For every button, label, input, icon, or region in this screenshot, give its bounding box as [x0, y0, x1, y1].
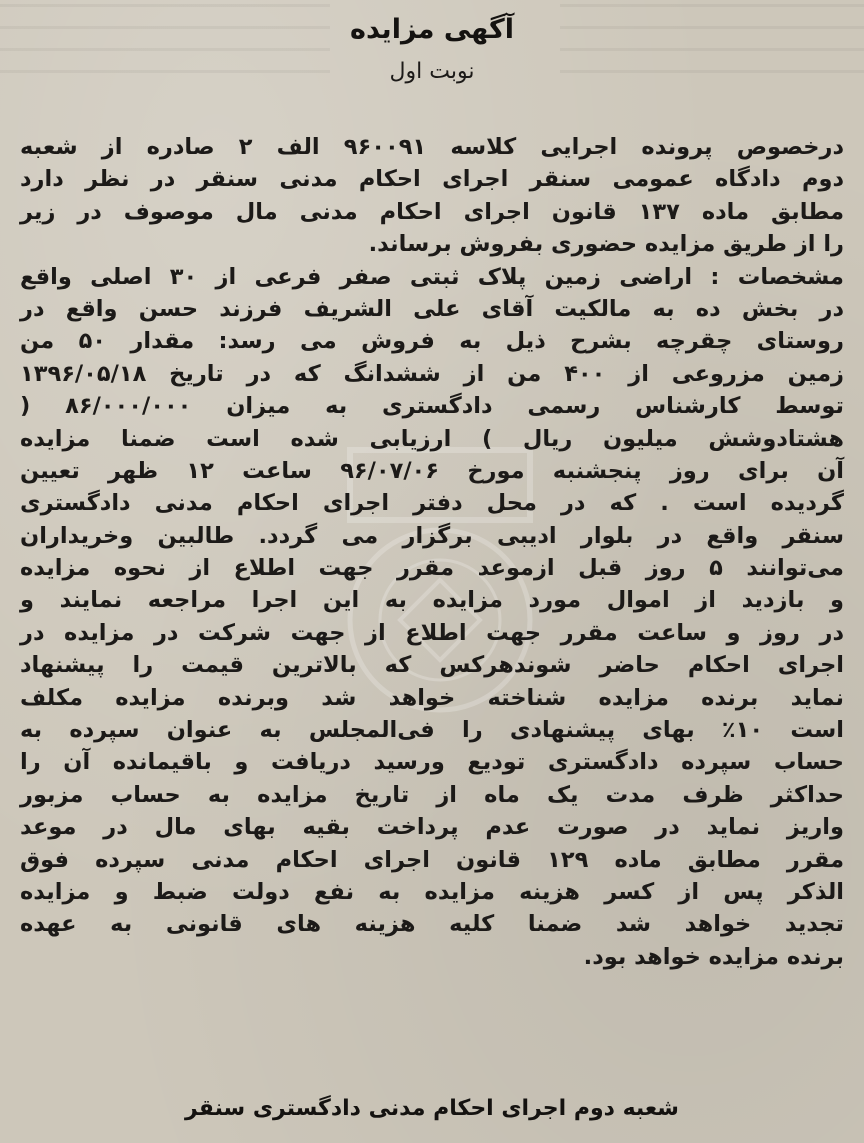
body-line-5: مشخصات : اراضی زمین پلاک ثبتی صفر فرعی از ۳۰ اصلی واقع — [20, 263, 844, 290]
body-line-23: مقرر مطابق ماده ۱۲۹ قانون اجرای احکام مدنی سپرده فوق — [20, 846, 845, 873]
body-line-2: دوم دادگاه عمومی سنقر اجرای احکام مدنی سنقر در نظر دارد — [20, 166, 844, 193]
body-line-12: گردیده است . که در محل دفتر اجرای احکام مدنی دادگستری — [20, 490, 844, 517]
notice-subtitle: نوبت اول — [389, 59, 475, 84]
body-line-19: است ۱۰٪ بهای پیشنهادی را فی‌المجلس به عنوان سپرده به — [20, 717, 844, 744]
body-line-25: تجدید خواهد شد ضمنا کلیه هزینه های قانونی به عهده — [20, 911, 844, 938]
body-line-21: حداکثر ظرف مدت یک ماه از تاریخ مزایده به حساب مزبور — [20, 781, 844, 808]
body-line-4: را از طریق مزایده حضوری بفروش برساند. — [368, 231, 844, 258]
body-line-24: الذکر پس از کسر هزینه مزایده به نفع دولت ضبط و مزایده — [20, 878, 844, 905]
body-line-3: مطابق ماده ۱۳۷ قانون اجرای احکام مدنی مال موصوف در زیر — [20, 198, 844, 225]
body-line-6: در بخش ده به مالکیت آقای علی الشریف فرزند حسن واقع در — [20, 295, 844, 322]
notice-body — [20, 131, 844, 973]
body-line-17: اجرای احکام حاضر شوندهرکس که بالاترین قیمت را پیشنهاد — [20, 652, 844, 679]
body-line-11: آن برای روز پنجشنبه مورخ ۹۶/۰۷/۰۶ ساعت ۱۲ ظهر تعیین — [20, 457, 844, 484]
body-line-26: برنده مزایده خواهد بود. — [583, 943, 844, 970]
body-line-16: در روز و ساعت مقرر جهت اطلاع از جهت شرکت در مزایده در — [20, 619, 844, 646]
body-line-14: می‌توانند ۵ روز قبل ازموعد مقرر جهت اطلاع از نحوه مزایده — [20, 555, 844, 582]
body-line-22: واریز نماید در صورت عدم پرداخت بقیه بهای مال در موعد — [20, 814, 844, 841]
issuer-signature-line: شعبه دوم اجرای احکام مدنی دادگستری سنقر — [185, 1096, 679, 1121]
body-line-1: درخصوص پرونده اجرایی کلاسه ۹۶۰۰۹۱ الف ۲ صادره از شعبه — [20, 134, 844, 160]
body-line-15: و بازدید از اموال مورد مزایده به این اجرا مراجعه نمایند و — [20, 587, 844, 614]
body-line-18: نماید برنده مزایده شناخته خواهد شد وبرنده مزایده مکلف — [20, 684, 844, 711]
body-line-8: زمین مزروعی از ۴۰۰ من از ششدانگ که در تاریخ ۱۳۹۶/۰۵/۱۸ — [20, 360, 844, 387]
body-line-20: حساب سپرده دادگستری تودیع ورسید دریافت و باقیمانده آن را — [20, 749, 844, 776]
body-line-7: روستای چقرچه بشرح ذیل به فروش می رسد: مقدار ۵۰ من — [20, 328, 844, 355]
body-line-10: هشتادوشش میلیون ریال ) ارزیابی شده است ضمنا مزایده — [20, 425, 844, 452]
body-line-9: توسط کارشناس رسمی دادگستری به میزان ۸۶/۰۰۰/۰۰۰ ( — [20, 393, 844, 420]
notice-title: آگهی مزایده — [350, 14, 514, 45]
body-line-13: سنقر واقع در بلوار ادیبی برگزار می گردد. طالبین وخریداران — [20, 522, 844, 549]
